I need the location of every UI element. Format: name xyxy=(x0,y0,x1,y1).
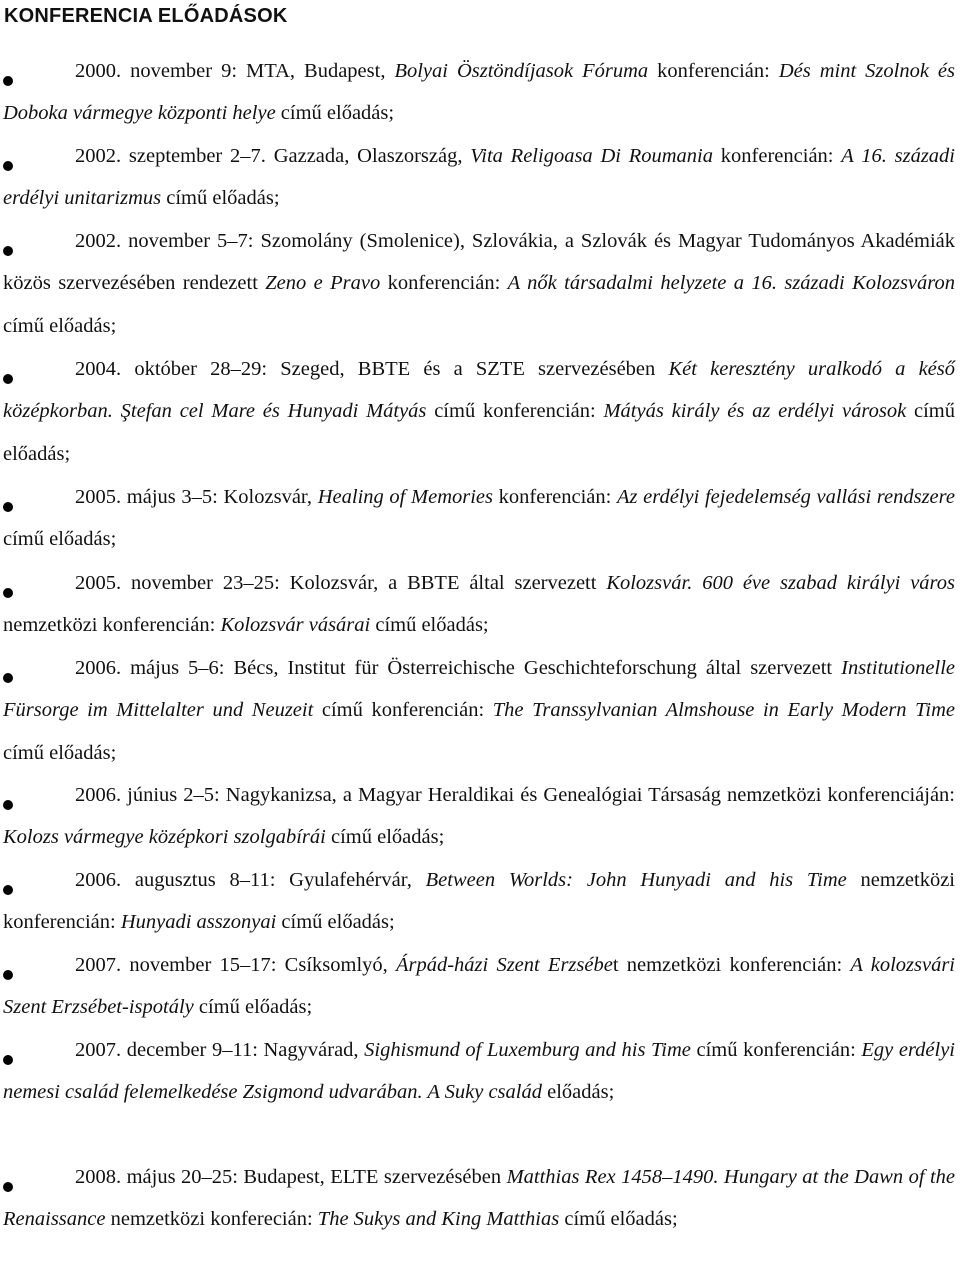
lecture-italic-text: Egy erdélyi nemesi család felemelkedése Zsigmond udvarában. A Suky család xyxy=(3,1039,955,1104)
lecture-text: 2005. május 3–5: Kolozsvár, xyxy=(75,486,318,508)
lecture-text: konferencián: xyxy=(380,272,508,295)
lecture-entry xyxy=(3,220,955,347)
lecture-text: című konferencián: xyxy=(426,400,604,423)
lecture-entry xyxy=(3,944,955,1029)
lecture-italic-text: Mátyás király és az erdélyi városok xyxy=(603,400,907,423)
lecture-text: 2002. szeptember 2–7. Gazzada, Olaszország, xyxy=(75,145,471,167)
lecture-italic-text: Matthias Rex 1458–1490. Hungary at the Dawn of the Renaissance xyxy=(3,1166,956,1231)
lecture-entry xyxy=(3,1156,955,1241)
lecture-italic-text: A nők társadalmi helyzete a 16. századi Kolozsváron xyxy=(507,272,955,295)
lecture-text: konferencián: xyxy=(493,486,617,508)
lecture-text: 2006. augusztus 8–11: Gyulafehérvár, xyxy=(75,869,426,891)
bullet-icon xyxy=(3,970,13,980)
lecture-italic-text: The Sukys and King Matthias xyxy=(317,1208,560,1231)
lecture-text: című előadás; xyxy=(3,741,117,764)
lecture-entry xyxy=(3,476,955,561)
bullet-icon xyxy=(3,502,13,512)
bullet-icon xyxy=(3,161,13,171)
lecture-italic-text: Zeno e Pravo xyxy=(265,272,381,295)
lecture-entry xyxy=(3,562,955,647)
lecture-italic-text: Árpád-házi Szent Erzsébe xyxy=(395,954,613,976)
lecture-italic-text: A 16. századi erdélyi unitarizmus xyxy=(3,145,956,210)
bullet-icon xyxy=(3,1055,13,1065)
bullet-icon xyxy=(3,374,13,384)
lecture-italic-text: Kolozsvár. 600 éve szabad királyi város xyxy=(606,572,955,594)
lecture-italic-text: Healing of Memories xyxy=(317,486,493,508)
lecture-text: című előadás; xyxy=(3,314,117,337)
lecture-entry xyxy=(3,1029,955,1114)
lecture-italic-text: Vita Religoasa Di Roumania xyxy=(470,145,714,167)
lecture-text: 2004. október 28–29: Szeged, BBTE és a SZTE szervezésében xyxy=(75,358,669,380)
lecture-entry xyxy=(3,774,955,859)
lecture-entry xyxy=(3,135,955,220)
lecture-italic-text: Az erdélyi fejedelemség vallási rendszere xyxy=(617,486,955,508)
lecture-text: című előadás; xyxy=(276,911,395,934)
lecture-text: konferencián: xyxy=(648,60,779,82)
lecture-text: című előadás; xyxy=(161,187,280,210)
lecture-italic-text: Hunyadi asszonyai xyxy=(120,911,277,934)
lecture-text: 2005. november 23–25: Kolozsvár, a BBTE által szervezett xyxy=(75,572,607,594)
lecture-text: 2006. június 2–5: Nagykanizsa, a Magyar Heraldikai és Genealógiai Társaság nemzetközi konferenciáján: xyxy=(75,784,955,806)
bullet-icon xyxy=(3,800,13,810)
lecture-italic-text: Kolozsvár vásárai xyxy=(220,614,371,637)
bullet-icon xyxy=(3,246,13,256)
lecture-text: 2002. november 5–7: Szomolány (Smolenice), Szlovákia, a Szlovák és Magyar Tudományos Akadémiák közös szervezésében rendezett xyxy=(3,230,955,295)
lecture-text: nemzetközi konferecián: xyxy=(105,1208,318,1231)
lecture-italic-text: Bolyai Ösztöndíjasok Fóruma xyxy=(394,60,649,82)
lecture-italic-text: Institutionelle Fürsorge im Mittelalter und Neuzeit xyxy=(3,657,955,722)
lecture-italic-text: Dés mint Szolnok és Doboka vármegye központi helye xyxy=(3,60,955,125)
lecture-text: című előadás; xyxy=(325,826,445,849)
bullet-icon xyxy=(3,1182,13,1192)
lecture-text: című előadás; xyxy=(193,996,313,1019)
lecture-text: című előadás; xyxy=(3,400,955,465)
bullet-icon xyxy=(3,588,13,598)
lecture-text: című előadás; xyxy=(275,102,395,125)
page-title: KONFERENCIA ELŐADÁSOK xyxy=(4,5,288,27)
lecture-text: előadás; xyxy=(541,1081,615,1104)
lecture-text: 2000. november 9: MTA, Budapest, xyxy=(75,60,395,82)
lecture-text: című előadás; xyxy=(370,614,489,637)
bullet-icon xyxy=(3,76,13,86)
lecture-text: nemzetközi konferencián: xyxy=(3,614,221,637)
lecture-italic-text: The Transsylvanian Almshouse in Early Modern Time xyxy=(492,699,955,722)
lecture-text: 2006. május 5–6: Bécs, Institut für Österreichische Geschichteforschung által szervezett xyxy=(75,657,842,679)
lecture-italic-text: Kolozs vármegye középkori szolgabírái xyxy=(3,826,326,849)
lecture-entry xyxy=(3,348,955,475)
lecture-text: t nemzetközi konferencián: xyxy=(612,954,851,976)
lecture-text: című konferencián: xyxy=(313,699,493,722)
lecture-italic-text: Between Worlds: John Hunyadi and his Time xyxy=(425,869,847,891)
lecture-entry xyxy=(3,859,955,944)
bullet-icon xyxy=(3,885,13,895)
lecture-text: nemzetközi konferencián: xyxy=(3,869,956,934)
lecture-text: 2008. május 20–25: Budapest, ELTE szervezésében xyxy=(75,1166,507,1188)
lecture-entry xyxy=(3,647,955,774)
lecture-text: 2007. december 9–11: Nagyvárad, xyxy=(75,1039,365,1061)
lecture-text: konferencián: xyxy=(713,145,842,167)
bullet-icon xyxy=(3,673,13,683)
lecture-text: 2007. november 15–17: Csíksomlyó, xyxy=(75,954,396,976)
lecture-entry xyxy=(3,50,955,135)
lecture-italic-text: Két keresztény uralkodó a késő középkorban. Ştefan cel Mare és Hunyadi Mátyás xyxy=(3,358,955,423)
lecture-italic-text: Sighismund of Luxemburg and his Time xyxy=(364,1039,691,1061)
lecture-text: című előadás; xyxy=(3,528,117,551)
lecture-text: című konferencián: xyxy=(690,1039,862,1061)
lecture-italic-text: A kolozsvári Szent Erzsébet-ispotály xyxy=(3,954,955,1019)
lecture-text: című előadás; xyxy=(559,1208,678,1231)
